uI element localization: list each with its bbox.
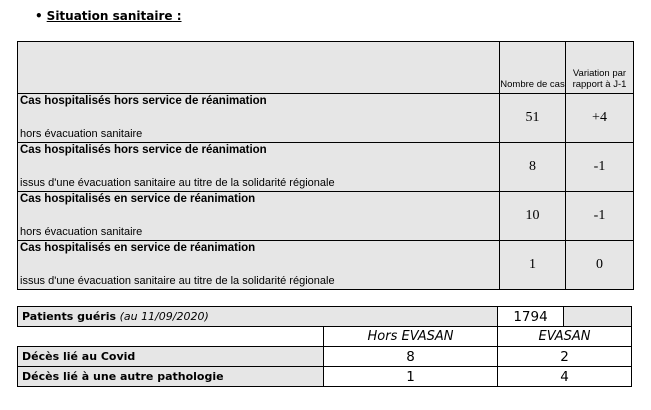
deces-evasan-value: 4 xyxy=(498,367,632,387)
header-empty-cell xyxy=(18,42,500,94)
row-variation: +4 xyxy=(566,94,634,143)
table-row xyxy=(18,143,634,192)
table-row xyxy=(18,367,632,387)
deces-evasan-value: 2 xyxy=(498,347,632,367)
row-label-cell xyxy=(18,192,500,241)
row-title: Cas hospitalisés en service de réanimation xyxy=(20,193,256,205)
row-variation: -1 xyxy=(566,143,634,192)
gueris-value: 1794 xyxy=(498,307,564,327)
row-title: Cas hospitalisés hors service de réanimation xyxy=(20,144,267,156)
row-subtitle: issus d'une évacuation sanitaire au titre de la solidarité régionale xyxy=(20,275,335,287)
deces-hors-value: 1 xyxy=(324,367,498,387)
row-label-cell xyxy=(18,143,500,192)
row-count: 51 xyxy=(500,94,566,143)
row-label-cell xyxy=(18,94,500,143)
heading-label: Situation sanitaire xyxy=(46,9,173,23)
row-count: 1 xyxy=(500,241,566,290)
row-count: 8 xyxy=(500,143,566,192)
row-subtitle: hors évacuation sanitaire xyxy=(20,128,143,140)
table-header-row xyxy=(18,42,634,94)
header-nombre-cas: Nombre de cas xyxy=(500,42,566,94)
columns-header-row xyxy=(18,327,632,347)
gueris-label: Patients guéris xyxy=(22,310,117,323)
table-row xyxy=(18,347,632,367)
row-variation: -1 xyxy=(566,192,634,241)
bullet: • xyxy=(35,9,43,23)
row-label-cell xyxy=(18,241,500,290)
row-subtitle: issus d'une évacuation sanitaire au titre de la solidarité régionale xyxy=(20,177,335,189)
blank-cell xyxy=(18,327,324,347)
col-hors-evasan: Hors EVASAN xyxy=(324,327,498,347)
outcomes-table xyxy=(17,306,632,387)
gueris-label-cell xyxy=(18,307,498,327)
col-evasan: EVASAN xyxy=(498,327,632,347)
deces-label: Décès lié au Covid xyxy=(18,347,324,367)
row-title: Cas hospitalisés en service de réanimation xyxy=(20,242,256,254)
table-row xyxy=(18,241,634,290)
gueris-empty-cell xyxy=(564,307,632,327)
table-row xyxy=(18,192,634,241)
header-variation: Variation par rapport à J-1 xyxy=(566,42,634,94)
deces-label: Décès lié à une autre pathologie xyxy=(18,367,324,387)
row-variation: 0 xyxy=(566,241,634,290)
heading-text xyxy=(47,9,182,23)
deces-hors-value: 8 xyxy=(324,347,498,367)
gueris-date: (au 11/09/2020) xyxy=(119,310,209,323)
gueris-row xyxy=(18,307,632,327)
row-title: Cas hospitalisés hors service de réanimation xyxy=(20,95,267,107)
table-row xyxy=(18,94,634,143)
hospitalization-table xyxy=(17,41,634,290)
heading-colon: : xyxy=(172,9,182,23)
row-subtitle: hors évacuation sanitaire xyxy=(20,226,143,238)
section-heading xyxy=(35,9,182,23)
row-count: 10 xyxy=(500,192,566,241)
